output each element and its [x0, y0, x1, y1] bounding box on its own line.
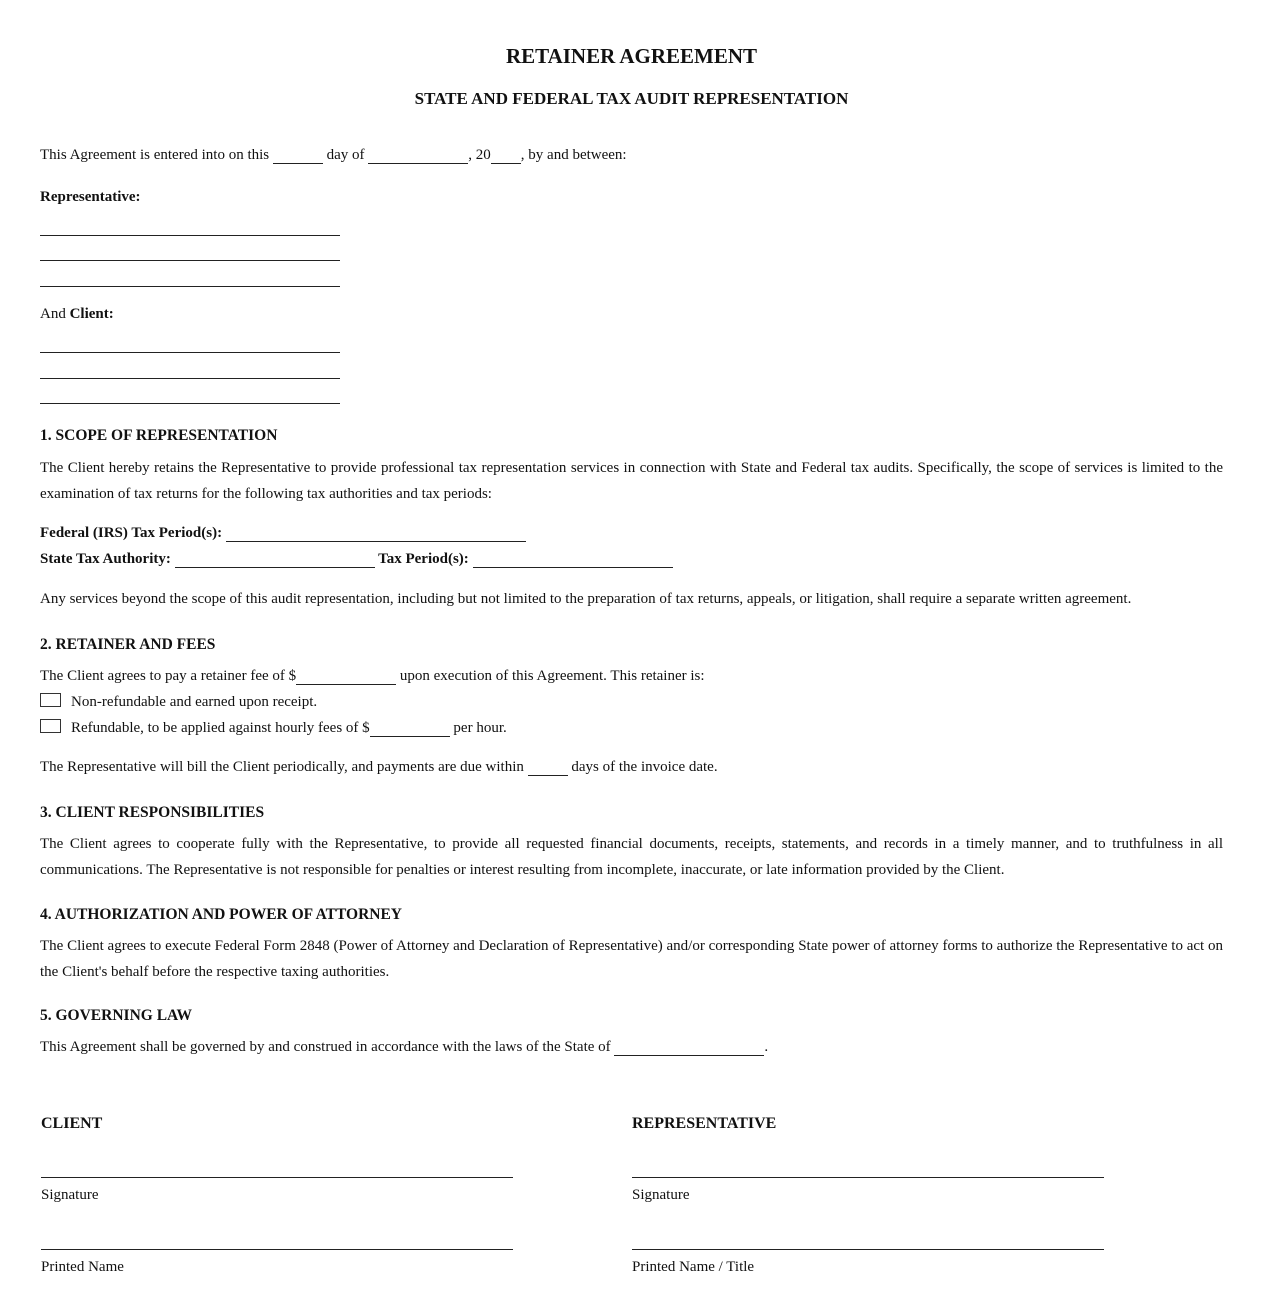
hourly-fee-blank[interactable]: [370, 720, 450, 737]
federal-period-row: [40, 525, 526, 542]
representative-printed-name-line[interactable]: [632, 1249, 1104, 1250]
state-authority-blank[interactable]: [175, 551, 375, 568]
client-signature-label: Signature: [41, 1187, 99, 1203]
refundable-label: Refundable, to be applied against hourly fees of $: [71, 720, 370, 736]
section-3-body: The Client agrees to cooperate fully with the Representative, to provide all requested financial documents, receipts, statements, and records in a timely manner, and to truthfulness in all communications. The Representative is not responsible for penalties or interest resulting from incomplete, inaccurate, or late information provided by the Client.: [40, 836, 1223, 878]
section-2-heading: 2. RETAINER AND FEES: [40, 636, 216, 653]
intro-text: This Agreement is entered into on this: [40, 147, 270, 163]
option-nonrefundable-row: [40, 693, 317, 711]
intro-year-text: , 20: [468, 147, 491, 163]
payment-days-blank[interactable]: [528, 759, 568, 776]
representative-signature-heading: REPRESENTATIVE: [632, 1115, 777, 1132]
client-signature-heading: CLIENT: [41, 1115, 103, 1132]
per-hour-text: per hour.: [453, 720, 507, 736]
representative-signature-label: Signature: [632, 1187, 690, 1203]
representative-line-1[interactable]: [40, 235, 340, 236]
section-4-heading: 4. AUTHORIZATION AND POWER OF ATTORNEY: [40, 906, 403, 923]
representative-line-2[interactable]: [40, 260, 340, 261]
governing-state-blank[interactable]: [614, 1039, 764, 1056]
state-authority-label: State Tax Authority:: [40, 551, 171, 567]
nonrefundable-checkbox[interactable]: [40, 693, 61, 707]
retainer-fee-text: The Client agrees to pay a retainer fee of $: [40, 668, 297, 684]
section-1-heading: 1. SCOPE OF REPRESENTATION: [40, 427, 278, 444]
option-refundable-row: [40, 719, 507, 737]
section-3-heading: 3. CLIENT RESPONSIBILITIES: [40, 804, 265, 821]
and-text: And: [40, 306, 66, 322]
retainer-fee-blank[interactable]: [296, 668, 396, 685]
billing-row: [40, 759, 718, 776]
day-blank[interactable]: [273, 147, 323, 164]
tax-period-blank[interactable]: [473, 551, 673, 568]
document-subtitle: STATE AND FEDERAL TAX AUDIT REPRESENTATION: [414, 89, 849, 108]
intro-day-of-text: day of: [326, 147, 365, 163]
nonrefundable-label: Non-refundable and earned upon receipt.: [71, 694, 318, 710]
representative-line-3[interactable]: [40, 286, 340, 287]
client-line-2[interactable]: [40, 378, 340, 379]
tax-period-label: Tax Period(s):: [378, 551, 469, 567]
governing-law-end: .: [764, 1039, 769, 1055]
representative-printed-name-label: Printed Name / Title: [632, 1259, 755, 1275]
billing-text: The Representative will bill the Client periodically, and payments are due within: [40, 759, 524, 775]
client-party-heading: [40, 306, 114, 323]
intro-line: [40, 147, 627, 164]
client-printed-name-label: Printed Name: [41, 1259, 124, 1275]
retainer-fee-text-2: upon execution of this Agreement. This retainer is:: [399, 668, 705, 684]
scope-note: Any services beyond the scope of this audit representation, including but not limited to the preparation of tax returns, appeals, or litigation, shall require a separate written agreement.: [40, 591, 1132, 607]
representative-label: Representative:: [40, 189, 141, 205]
client-signature-line[interactable]: [41, 1177, 513, 1178]
section-5-heading: 5. GOVERNING LAW: [40, 1007, 193, 1024]
section-4-body: The Client agrees to execute Federal Form 2848 (Power of Attorney and Declaration of Representative) and/or corresponding State power of attorney forms to authorize the Representative to act on the Client's behalf before the respective taxing authorities.: [40, 938, 1223, 980]
governing-law-row: [40, 1039, 768, 1056]
client-line-3[interactable]: [40, 403, 340, 404]
client-label: Client:: [69, 306, 114, 322]
federal-period-label: Federal (IRS) Tax Period(s):: [40, 525, 223, 541]
client-printed-name-line[interactable]: [41, 1249, 513, 1250]
client-line-1[interactable]: [40, 352, 340, 353]
document-title: RETAINER AGREEMENT: [505, 44, 758, 68]
governing-law-text: This Agreement shall be governed by and construed in accordance with the laws of the State of: [40, 1039, 611, 1055]
representative-signature-line[interactable]: [632, 1177, 1104, 1178]
month-blank[interactable]: [368, 147, 468, 164]
intro-between-text: , by and between:: [520, 147, 627, 163]
federal-period-blank[interactable]: [226, 525, 526, 542]
refundable-checkbox[interactable]: [40, 719, 61, 733]
state-authority-row: [40, 551, 673, 568]
billing-text-2: days of the invoice date.: [571, 759, 718, 775]
retainer-fee-row: [40, 668, 705, 685]
section-1-body: The Client hereby retains the Representative to provide professional tax representation services in connection with State and Federal tax audits. Specifically, the scope of services is limited to the examination of tax returns for the following tax authorities and tax periods:: [40, 460, 1223, 502]
year-blank[interactable]: [491, 147, 521, 164]
